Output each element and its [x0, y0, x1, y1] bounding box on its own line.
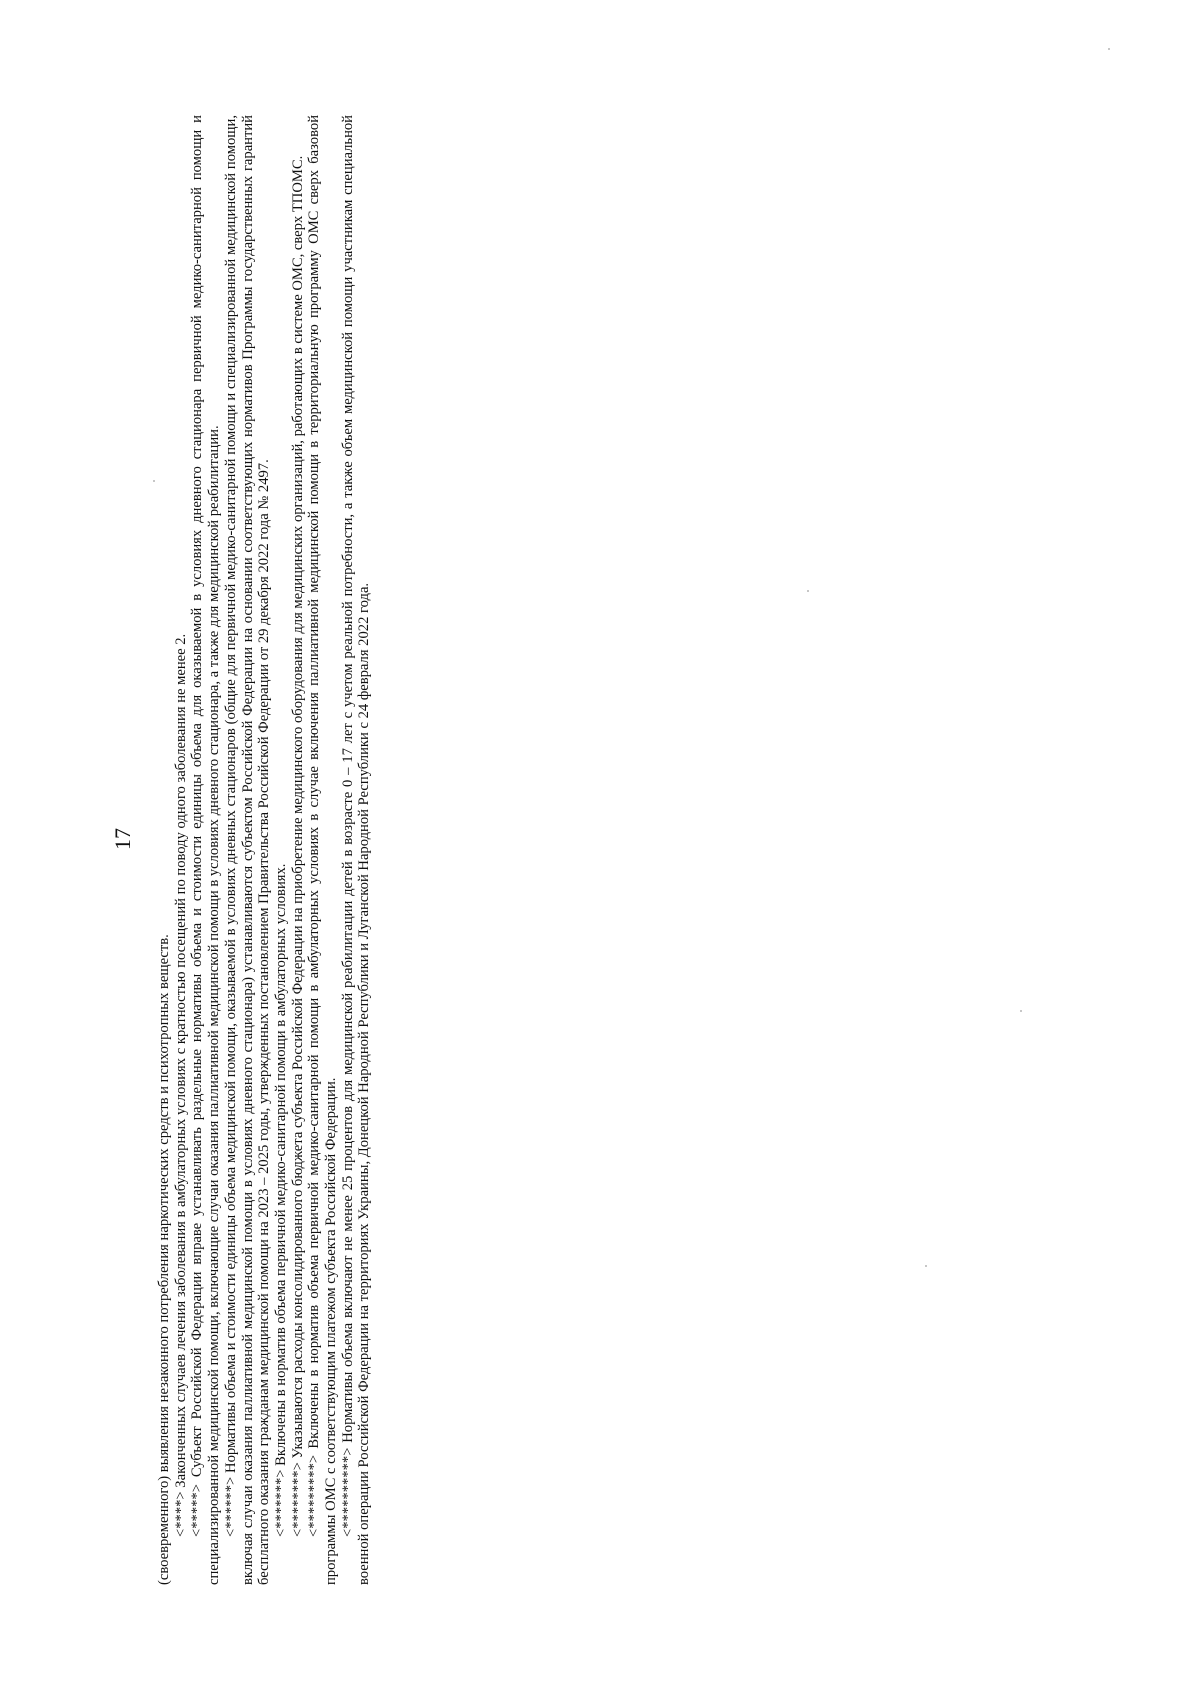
footnote-6: <******> Нормативы объема и стоимости единицы объема медицинской помощи, оказываемой в условиях дневных стационаров (общие для первичной медико-санитарной помощи и специализированной медицинской помощи, включая случаи оказания паллиативной медицинской помощи в условиях дневного стационара) устанавливаются субъектом Российской Федерации на основании соответствующих нормативов Программы государственных гарантий бесплатного оказания гражданам медицинской помощи на 2023 – 2025 годы, утвержденных постановлением Правительства Российской Федерации от 29 декабря 2022 года № 2497.: [222, 115, 273, 1585]
scan-speck: [1108, 48, 1110, 50]
footnote-7: <*******> Включены в норматив объема первичной медико-санитарной помощи в амбулаторных условиях.: [272, 863, 289, 1537]
rotated-document-page: [110, 115, 582, 1585]
footnote-continuation: (своевременного) выявления незаконного потребления наркотических средств и психотропных веществ.: [156, 934, 172, 1585]
page-number: 17: [110, 828, 135, 850]
scan-speck: [153, 480, 155, 482]
footnote-10: <**********> Нормативы объема включают не менее 25 процентов для медицинской реабилитации детей в возрасте 0 – 17 лет с учетом реальной потребности, а также объем медицинской помощи участникам специальной военной операции Российской Федерации на территориях Украины, Донецкой Народной Республики и Луганской Народной Республики с 24 февраля 2022 года.: [339, 115, 373, 1585]
footnotes-block: [156, 115, 373, 1585]
scan-speck: [925, 1265, 927, 1267]
scan-speck: [1020, 1010, 1022, 1012]
scan-speck: [807, 590, 809, 592]
footnote-5: <*****> Субъект Российской Федерации вправе устанавливать раздельные нормативы объема и стоимости единицы объема для оказываемой в условиях дневного стационара первичной медико-санитарной помощи и специализированной медицинской помощи, включающие случаи оказания паллиативной медицинской помощи в условиях дневного стационара, а также для медицинской реабилитации.: [189, 115, 223, 1585]
footnote-8: <********> Указываются расходы консолидированного бюджета субъекта Российской Федерации на приобретение медицинского оборудования для медицинских организаций, работающих в системе ОМС, сверх ТПОМС.: [289, 155, 306, 1537]
footnote-4: <****> Законченных случаев лечения заболевания в амбулаторных условиях с кратностью посещений по поводу одного заболевания не менее 2.: [172, 633, 189, 1537]
footnote-9: <*********> Включены в норматив объема первичной медико-санитарной помощи в амбулаторных условиях в случае включения паллиативной медицинской помощи в территориальную программу ОМС сверх базовой программы ОМС с соответствующим платежом субъекта Российской Федерации.: [306, 115, 340, 1585]
